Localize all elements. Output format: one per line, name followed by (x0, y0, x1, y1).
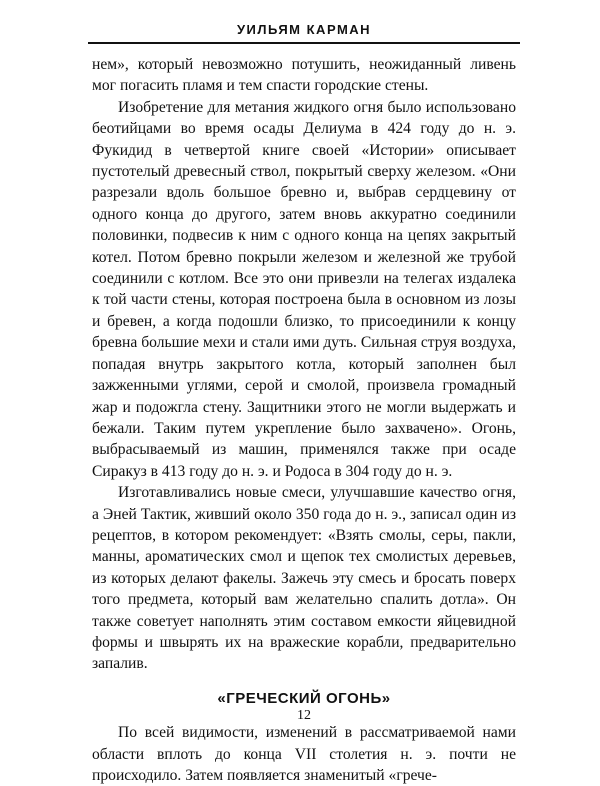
paragraph-continuation: нем», который невозможно потушить, неожиданный ливень мог погасить пламя и тем спасти городские стены. (92, 56, 516, 95)
paragraph-greek-fire-intro: По всей видимости, изменений в рассматриваемой нами области вплоть до конца VII столетия н. э. почти не происходило. Затем появляется знаменитый «грече- (92, 724, 516, 784)
paragraph-new-mixtures: Изготавливались новые смеси, улучшавшие качество огня, а Эней Тактик, живший около 350 года до н. э., записал один из рецептов, в котором рекомендует: «Взять смолы, серы, пакли, манны, ароматических смол и щепок тех смолистых деревьев, из которых делают факелы. Зажечь эту смесь и бросать поверх того предмета, который вам желательно спалить дотла». Он также советует наполнять этим составом емкости яйцевидной формы и швырять их на вражеские корабли, предварительно запалив. (92, 484, 516, 673)
paragraph-fire-thrower: Изобретение для метания жидкого огня было использовано беотийцами во время осады Делиума в 424 году до н. э. Фукидид в четвертой книге своей «Истории» описывает пустотелый древесный ствол, покрытый сверху железом. «Они разрезали вдоль большое бревно и, выбрав сердцевину от одного конца до другого, затем вновь аккуратно соединили половинки, подвесив к ним с одного конца на цепях закрытый котел. Потом бревно покрыли железом и железной же трубой соединили с котлом. Все это они привезли на телегах издалека к той части стены, которая построена была в основном из лозы и бревен, а когда подошли близко, то присоединили к концу бревна большие мехи и стали ими дуть. Сильная струя воздуха, попадая внутрь закрытого котла, который заполнен был зажженными углями, серой и смолой, произвела громадный жар и подожгла стену. Защитники этого не могли выдержать и бежали. Таким путем укрепление было захвачено». Огонь, выбрасываемый из машин, применялся также при осаде Сиракуз в 413 году до н. э. и Родоса в 304 году до н. э. (92, 98, 516, 480)
header-rule (88, 42, 520, 44)
running-head-title: УИЛЬЯМ КАРМАН (236, 22, 372, 37)
page-number: 12 (297, 708, 311, 723)
body-text (92, 54, 516, 786)
section-heading-greek-fire: «ГРЕЧЕСКИЙ ОГОНЬ» (217, 689, 391, 707)
